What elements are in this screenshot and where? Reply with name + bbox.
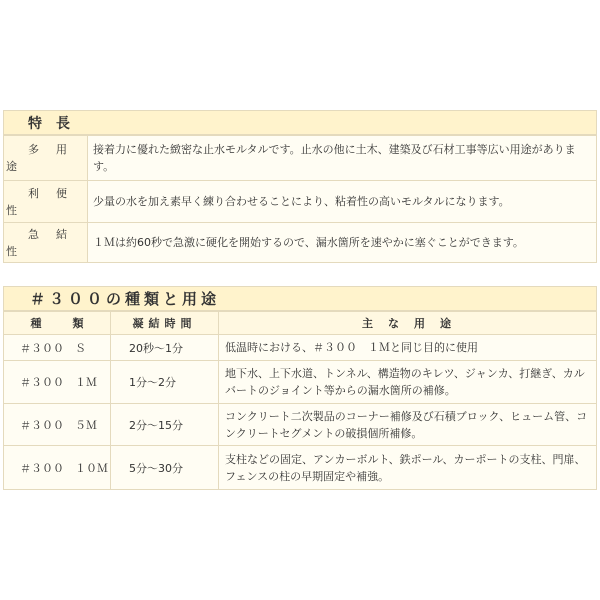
feature-label-cell xyxy=(4,136,88,181)
column-header-setting-time xyxy=(111,312,219,335)
uses-line: コンクリート二次製品のコーナー補修及び石積ブロック、ヒューム管、コ xyxy=(225,409,588,423)
type-cell: ＃３００ １Ｍ xyxy=(4,361,111,404)
types-section xyxy=(3,286,597,490)
feature-label-cell xyxy=(4,223,88,263)
uses-line: ンクリートセグメントの破損個所補修。 xyxy=(225,426,423,440)
feature-label-line: 性 xyxy=(6,203,17,217)
uses-line: バートのジョイント等からの漏水箇所の補修。 xyxy=(225,384,456,397)
column-header-label: 凝結時間 xyxy=(132,317,197,330)
types-title: ＃３００の種類と用途 xyxy=(30,290,221,308)
column-header-uses xyxy=(219,312,597,335)
types-heading-bar xyxy=(3,286,597,311)
feature-description-line: １Ｍは約60秒で急激に硬化を開始するので、漏水箇所を速やかに塞ぐことができます。 xyxy=(93,236,524,249)
uses-line: 支柱などの固定、アンカーボルト、鉄ポール、カーポートの支柱、門扉、 xyxy=(225,452,586,466)
feature-label-line: 多 用 xyxy=(28,143,70,156)
feature-description-cell xyxy=(88,136,597,181)
type-cell: ＃３００ １０Ｍ xyxy=(4,446,111,490)
table-row xyxy=(4,335,597,361)
features-table-body xyxy=(4,136,597,263)
feature-description-line: 少量の水を加え素早く練り合わせることにより、粘着性の高いモルタルになります。 xyxy=(93,195,510,208)
column-header-label: 主 な 用 途 xyxy=(362,317,453,330)
types-header-row xyxy=(4,312,597,335)
setting-time-cell: 2分〜15分 xyxy=(111,404,219,446)
feature-label-line: 途 xyxy=(6,160,17,173)
feature-description-cell xyxy=(88,223,597,263)
features-heading-bar xyxy=(3,110,597,135)
feature-row-versatility xyxy=(4,136,597,181)
column-header-label: 種 類 xyxy=(30,317,94,330)
column-header-type xyxy=(4,312,111,335)
uses-cell xyxy=(219,361,597,404)
feature-row-convenience xyxy=(4,181,597,223)
uses-line: フェンスの柱の早期固定や補強。 xyxy=(225,469,390,483)
feature-label-line: 急 結 xyxy=(28,227,70,241)
features-table xyxy=(3,135,597,263)
feature-description-cell xyxy=(88,181,597,223)
uses-line: 低温時における、＃３００ １Ｍと同じ目的に使用 xyxy=(225,341,478,354)
uses-cell xyxy=(219,335,597,361)
types-table-body xyxy=(4,312,597,490)
uses-cell xyxy=(219,446,597,490)
feature-label-line: 利 便 xyxy=(28,186,70,200)
features-section xyxy=(3,110,597,263)
uses-line: 地下水、上下水道、トンネル、構造物のキレツ、ジャンカ、打継ぎ、カル xyxy=(225,367,585,380)
feature-description-line: 接着力に優れた緻密な止水モルタルです。止水の他に土木、建築及び石材工事等広い用途がありま xyxy=(93,143,576,156)
feature-label-line: 性 xyxy=(6,244,17,258)
feature-row-quick-setting xyxy=(4,223,597,263)
table-row xyxy=(4,404,597,446)
features-title: 特 長 xyxy=(28,115,70,132)
type-cell: ＃３００ Ｓ xyxy=(4,335,111,361)
types-table xyxy=(3,311,597,490)
setting-time-cell: 20秒〜1分 xyxy=(111,335,219,361)
uses-cell xyxy=(219,404,597,446)
feature-label-cell xyxy=(4,181,88,223)
table-row xyxy=(4,446,597,490)
setting-time-cell: 5分〜30分 xyxy=(111,446,219,490)
table-row xyxy=(4,361,597,404)
type-cell: ＃３００ ５Ｍ xyxy=(4,404,111,446)
setting-time-cell: 1分〜2分 xyxy=(111,361,219,404)
feature-description-line: す。 xyxy=(93,160,115,173)
